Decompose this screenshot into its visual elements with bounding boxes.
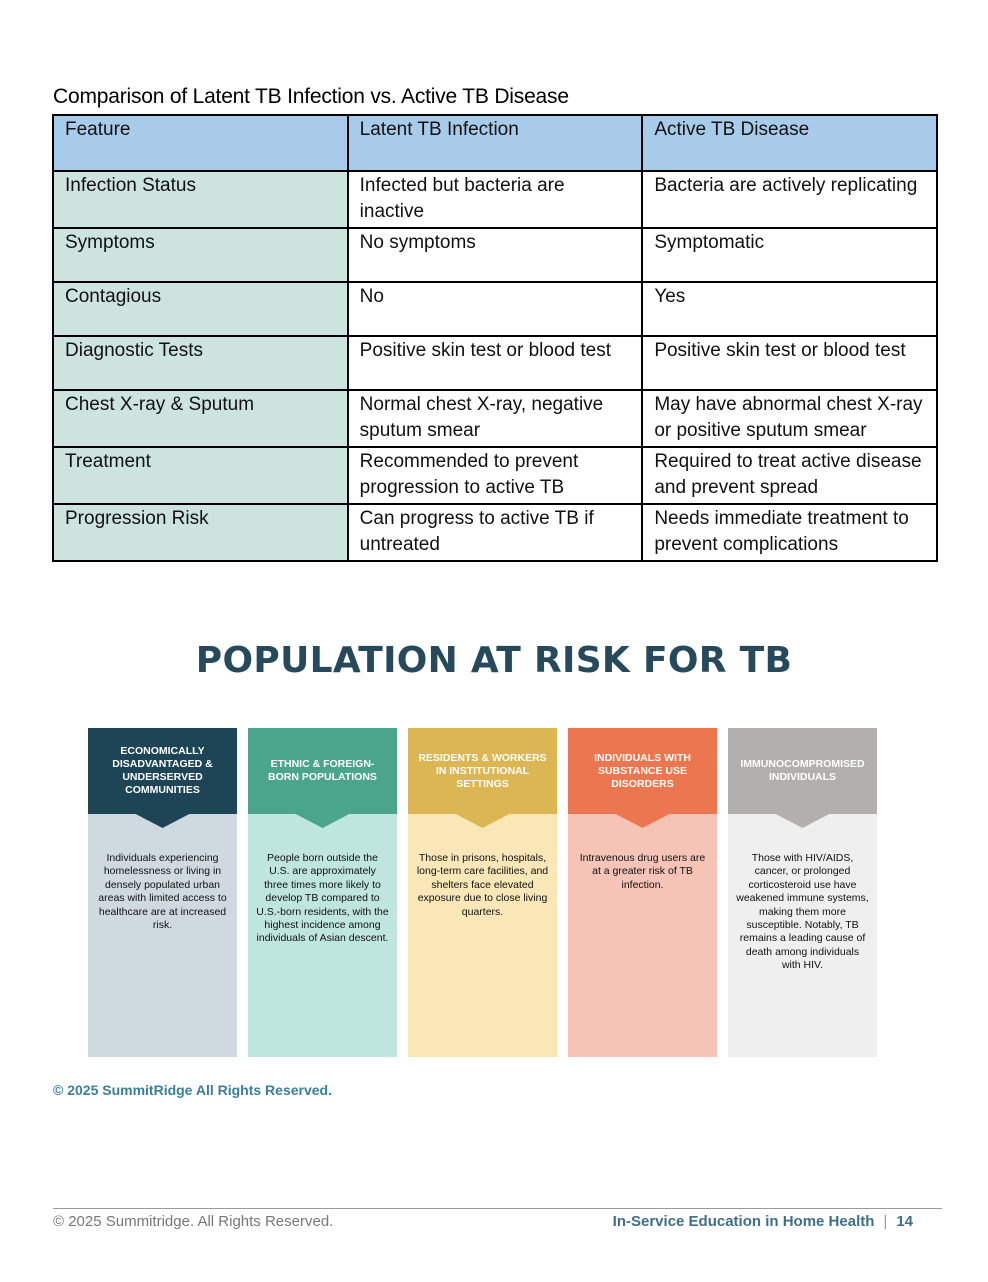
row-latent: Infected but bacteria are inactive	[348, 171, 643, 228]
risk-card-ethnic	[248, 728, 397, 1057]
row-active: Required to treat active disease and prevent spread	[642, 447, 937, 504]
header-latent: Latent TB Infection	[348, 115, 643, 171]
table-row	[53, 282, 937, 336]
footer-title: In-Service Education in Home Health	[612, 1213, 875, 1230]
card-text: Those with HIV/AIDS, cancer, or prolonged corticosteroid use have weakened immune systems, making them more susceptible. Notably, TB remains a leading cause of death among individuals with HIV.	[736, 852, 869, 972]
risk-heading: POPULATION AT RISK FOR TB	[195, 640, 793, 681]
row-feature: Chest X-ray & Sputum	[53, 390, 348, 447]
row-latent: No	[348, 282, 643, 336]
table-row	[53, 336, 937, 390]
row-feature: Progression Risk	[53, 504, 348, 561]
table-row	[53, 447, 937, 504]
footer-divider	[53, 1208, 942, 1209]
header-active: Active TB Disease	[642, 115, 937, 171]
row-feature: Treatment	[53, 447, 348, 504]
card-text: People born outside the U.S. are approximately three times more likely to develop TB compared to U.S.-born residents, with the highest incidence among individuals of Asian descent.	[256, 852, 389, 945]
card-body	[88, 814, 237, 1057]
table-row	[53, 390, 937, 447]
row-latent: No symptoms	[348, 228, 643, 282]
card-text: Intravenous drug users are at a greater risk of TB infection.	[579, 852, 706, 891]
row-active: Bacteria are actively replicating	[642, 171, 937, 228]
risk-card-institutional	[408, 728, 557, 1057]
card-body	[568, 814, 717, 1057]
card-title: RESIDENTS & WORKERS IN INSTITUTIONAL SETTINGS	[418, 751, 547, 790]
row-active: Needs immediate treatment to prevent complications	[642, 504, 937, 561]
table-header-row	[53, 115, 937, 171]
risk-card-substance	[568, 728, 717, 1057]
card-text: Those in prisons, hospitals, long-term care facilities, and shelters face elevated exposure due to close living quarters.	[416, 852, 549, 918]
card-title: ECONOMICALLY DISADVANTAGED & UNDERSERVED COMMUNITIES	[112, 745, 213, 796]
card-title: INDIVIDUALS WITH SUBSTANCE USE DISORDERS	[594, 751, 691, 790]
card-text: Individuals experiencing homelessness or living in densely populated urban areas with limited access to healthcare are at increased risk.	[98, 852, 227, 932]
row-latent: Recommended to prevent progression to active TB	[348, 447, 643, 504]
copyright-notice: © 2025 SummitRidge All Rights Reserved.	[53, 1082, 332, 1098]
table-row	[53, 228, 937, 282]
row-feature: Diagnostic Tests	[53, 336, 348, 390]
risk-card-immunocompromised	[728, 728, 877, 1057]
table-title: Comparison of Latent TB Infection vs. Active TB Disease	[53, 85, 569, 108]
risk-card-economic	[88, 728, 237, 1057]
row-latent: Can progress to active TB if untreated	[348, 504, 643, 561]
row-feature: Contagious	[53, 282, 348, 336]
footer-separator: |	[883, 1213, 888, 1230]
row-active: Positive skin test or blood test	[642, 336, 937, 390]
row-active: May have abnormal chest X-ray or positive sputum smear	[642, 390, 937, 447]
row-feature: Symptoms	[53, 228, 348, 282]
table-row	[53, 171, 937, 228]
card-title: IMMUNOCOMPROMISED INDIVIDUALS	[740, 758, 865, 783]
row-latent: Normal chest X-ray, negative sputum smear	[348, 390, 643, 447]
card-title: ETHNIC & FOREIGN-BORN POPULATIONS	[268, 758, 377, 783]
row-latent: Positive skin test or blood test	[348, 336, 643, 390]
footer-right	[613, 1213, 913, 1230]
header-feature: Feature	[53, 115, 348, 171]
card-body	[408, 814, 557, 1057]
page-number: 14	[896, 1213, 913, 1230]
comparison-table	[52, 114, 938, 562]
table-row	[53, 504, 937, 561]
row-active: Yes	[642, 282, 937, 336]
footer-copyright: © 2025 Summitridge. All Rights Reserved.	[53, 1213, 334, 1230]
row-active: Symptomatic	[642, 228, 937, 282]
row-feature: Infection Status	[53, 171, 348, 228]
